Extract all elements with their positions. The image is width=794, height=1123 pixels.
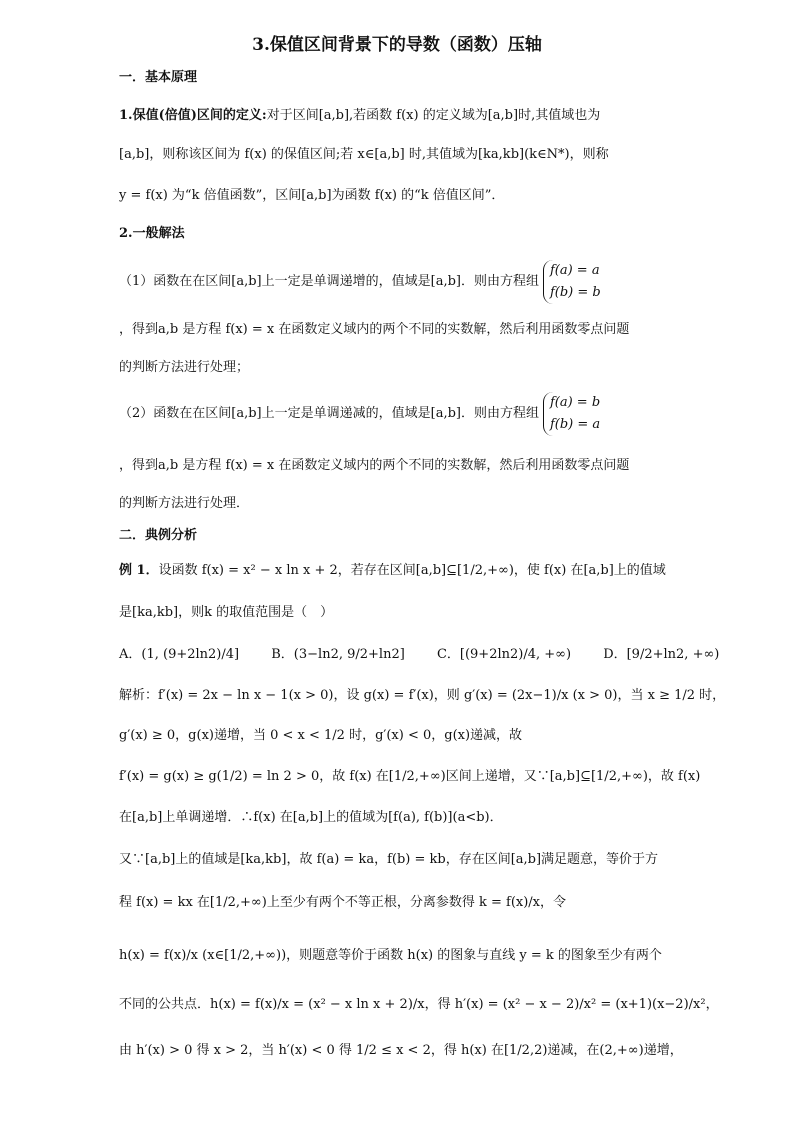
case1-text: （1）函数在在区间[a,b]上一定是单调递增的，值域是[a,b]．则由方程组 (119, 274, 539, 289)
general-method-heading: 2.一般解法 (119, 226, 185, 241)
case2-line (119, 388, 754, 440)
option-c: C．[(9+2ln2)/4, +∞) (436, 647, 572, 662)
solution-line-8: 不同的公共点．h(x) = f(x)/x = (x² − x ln x + 2)/x，得 h′(x) = (x² − x − 2)/x² = (x+1)(x−2)/x²， (119, 997, 719, 1012)
solution-line-9: 由 h′(x) > 0 得 x > 2，当 h′(x) < 0 得 1/2 ≤ x < 2，得 h(x) 在[1/2,2)递减，在(2,+∞)递增， (119, 1043, 683, 1058)
solution-line-1: 解析：f′(x) = 2x − ln x − 1(x > 0)，设 g(x) = f′(x)，则 g′(x) = (2x−1)/x (x > 0)，当 x ≥ 1/2 时， (119, 688, 726, 703)
solution-line-2: g′(x) ≥ 0，g(x)递增，当 0 < x < 1/2 时，g′(x) < 0，g(x)递减，故 (119, 728, 523, 743)
case1-eq2: f(b) = b (549, 285, 601, 300)
solution-line-3: f′(x) = g(x) ≥ g(1/2) = ln 2 > 0，故 f(x) 在[1/2,+∞)区间上递增，又∵[a,b]⊆[1/2,+∞)，故 f(x) (119, 769, 701, 784)
case2-line-3: 的判断方法进行处理． (119, 496, 250, 511)
section-heading-examples: 二．典例分析 (119, 528, 198, 543)
example-line-2: 是[ka,kb]，则k 的取值范围是（ ） (119, 605, 334, 620)
case2-equation-system (543, 392, 600, 436)
solution-line-7: h(x) = f(x)/x (x∈[1/2,+∞))，则题意等价于函数 h(x) 的图象与直线 y = k 的图象至少有两个 (119, 948, 662, 963)
section-heading-basic-principle: 一．基本原理 (119, 70, 198, 85)
solution-line-6: 程 f(x) = kx 在[1/2,+∞)上至少有两个不等正根，分离参数得 k = f(x)/x，令 (119, 895, 567, 910)
option-d: D．[9/2+ln2, +∞) (603, 647, 720, 662)
example-label: 例 1． (119, 563, 159, 578)
solution-line-4: 在[a,b]上单调递增．∴f(x) 在[a,b]上的值域为[f(a), f(b)](a<b)． (119, 810, 503, 825)
definition-line-2: [a,b]，则称该区间为 f(x) 的保值区间;若 x∈[a,b] 时,其值域为[ka,kb](k∈N*)，则称 (119, 147, 609, 162)
definition-text-1: 对于区间[a,b],若函数 f(x) 的定义域为[a,b]时,其值域也为 (266, 108, 601, 123)
definition-line-3: y = f(x) 为“k 倍值函数”，区间[a,b]为函数 f(x) 的“k 倍值区间”． (119, 188, 505, 203)
option-b: B．(3−ln2, 9/2+ln2] (271, 647, 405, 662)
case2-text: （2）函数在在区间[a,b]上一定是单调递减的，值域是[a,b]．则由方程组 (119, 406, 539, 421)
example-line-1 (119, 561, 754, 581)
case1-eq1: f(a) = a (549, 263, 600, 278)
case1-equation-system (543, 260, 601, 304)
definition-heading: 1.保值(倍值)区间的定义: (119, 108, 267, 123)
case2-eq1: f(a) = b (549, 395, 601, 410)
case1-line-3: 的判断方法进行处理； (119, 360, 250, 375)
example-question-text: 设函数 f(x) = x² − x ln x + 2，若存在区间[a,b]⊆[1/2,+∞)，使 f(x) 在[a,b]上的值域 (158, 563, 666, 578)
option-a: A．(1, (9+2ln2)/4] (119, 647, 240, 662)
case2-line-2: ，得到a,b 是方程 f(x) = x 在函数定义域内的两个不同的实数解，然后利用函数零点问题 (119, 458, 630, 473)
page-title: 3.保值区间背景下的导数（函数）压轴 (252, 35, 542, 55)
case2-eq2: f(b) = a (549, 417, 601, 432)
case1-line-2: ，得到a,b 是方程 f(x) = x 在函数定义域内的两个不同的实数解，然后利用函数零点问题 (119, 322, 630, 337)
definition-line-1 (119, 106, 754, 126)
solution-line-5: 又∵[a,b]上的值域是[ka,kb]，故 f(a) = ka，f(b) = kb，存在区间[a,b]满足题意，等价于方 (119, 852, 659, 867)
case1-line (119, 256, 754, 308)
answer-options (119, 645, 754, 665)
